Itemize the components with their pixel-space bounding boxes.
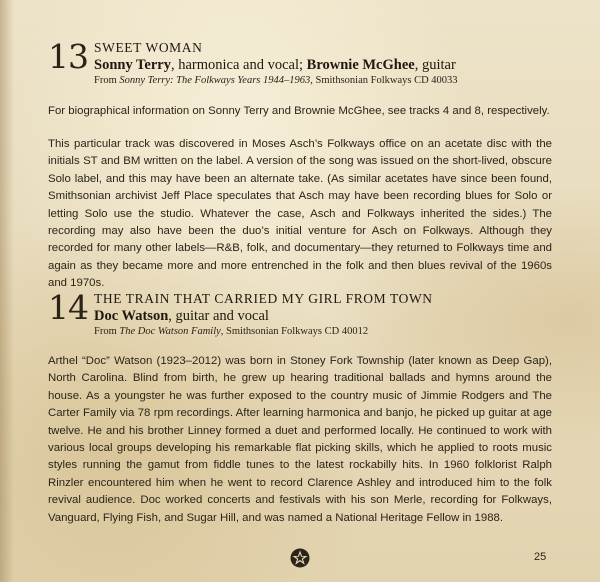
performer-name: Sonny Terry [94, 57, 171, 73]
track-source [94, 74, 564, 88]
track-14-paragraph-1: Arthel “Doc” Watson (1923–2012) was born in Stoney Fork Township (later known as Deep Gap), North Carolina. Blind from birth, he grew up hearing traditional ballads and hymns around the house. As a youngster he was further exposed to the country music of Jimmie Rodgers and The Carter Family via 78 rpm recordings. After learning harmonica and banjo, he picked up guitar at age twelve. He and his brother Linney formed a duet and performed locally. He continued to work with various local groups developing his remarkable flat picking skills, which he applied to roots music styles running the gamut from fiddle tunes to the latest rockabilly hits. In 1960 folklorist Ralph Rinzler encountered him when he went to record Clarence Ashley and introduced him to the folk revival audience. Doc worked concerts and festivals with his son Merle, recording for Folkways, Vanguard, Flying Fish, and Sugar Hill, and was named a National Heritage Fellow in 1988. [48, 355, 552, 524]
source-album: The Doc Watson Family [119, 326, 221, 337]
track-performers [94, 56, 564, 74]
performer-role: , harmonica and vocal; [170, 57, 307, 73]
track-info [94, 40, 564, 88]
performer-role: , guitar and vocal [168, 308, 269, 324]
track-title: THE TRAIN THAT CARRIED MY GIRL FROM TOWN [94, 291, 433, 306]
source-label: , Smithsonian Folkways CD 40012 [220, 326, 369, 337]
source-label: , Smithsonian Folkways CD 40033 [310, 75, 458, 86]
source-album: Sonny Terry: The Folkways Years 1944–1963 [119, 75, 311, 86]
performer-name: Doc Watson [94, 308, 169, 324]
performer-role: , guitar [414, 57, 456, 73]
star-icon [290, 548, 310, 568]
track-source [94, 325, 564, 339]
source-prefix: From [94, 75, 120, 86]
track-number: 13 [48, 37, 88, 76]
page-edge-shadow [0, 0, 14, 582]
source-prefix: From [94, 326, 120, 337]
track-info [94, 291, 564, 339]
track-performers [94, 307, 564, 325]
track-13-paragraph-2: This particular track was discovered in Moses Asch’s Folkways office on an acetate disc with the initials ST and BM written on the label. A version of the song was issued on the short-lived, obscure Solo label, and this may have been an alternate take. (As similar acetates have since been found, Smithsonian archivist Jeff Place speculates that Asch may have been recording blues for Solo or letting Solo use the studio. Whatever the case, Asch and Folkways inherited the sides.) The recording may also have been the duo’s initial venture for Asch on Folkways. Although they recorded for many other labels—R&B, folk, and documentary—they returned to Folkways time and again as they became more and more entrenched in the folk and then blues revival of the 1960s and 1970s. [48, 138, 552, 290]
track-13-paragraph-1: For biographical information on Sonny Terry and Brownie McGhee, see tracks 4 and 8, respectively. [48, 105, 550, 117]
page-number: 25 [534, 551, 547, 563]
performer-name: Brownie McGhee [306, 57, 415, 73]
track-title: SWEET WOMAN [94, 40, 203, 55]
track-number: 14 [48, 288, 88, 327]
